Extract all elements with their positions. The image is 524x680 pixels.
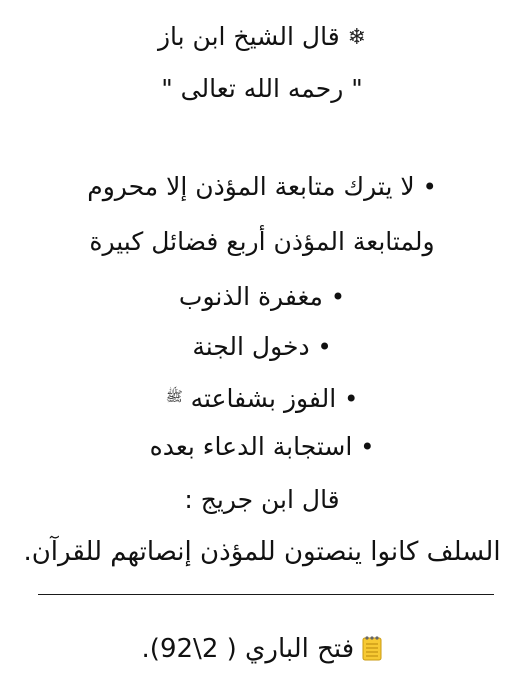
subheading-line [0, 72, 524, 106]
bullet-icon: • [422, 173, 437, 201]
intro-line [0, 225, 524, 259]
virtue-text: دخول الجنة [192, 332, 310, 361]
bullet-icon: • [317, 333, 332, 361]
virtue-text: الفوز بشفاعته [190, 384, 337, 413]
snowflake-icon: ❄ [347, 25, 367, 50]
virtue-text: استجابة الدعاء بعده [149, 432, 353, 461]
quote-intro-line [0, 483, 524, 517]
bullet-icon: • [344, 385, 359, 413]
source-line [0, 632, 524, 666]
heading-text: قال الشيخ ابن باز [157, 22, 340, 51]
quote-line [0, 535, 524, 569]
heading-line [0, 20, 524, 55]
quote-intro-text: قال ابن جريج : [184, 485, 340, 514]
virtue-item [0, 430, 524, 464]
virtue-item [0, 330, 524, 364]
point-line [0, 170, 524, 204]
honorific-glyph: ﷺ [165, 389, 183, 405]
virtue-text: مغفرة الذنوب [178, 282, 323, 311]
quote-text: السلف كانوا ينصتون للمؤذن إنصاتهم للقرآن. [23, 537, 501, 567]
subheading-text: " رحمه الله تعالى " [161, 74, 363, 103]
virtue-item [0, 380, 524, 416]
point-text: لا يترك متابعة المؤذن إلا محروم [87, 172, 415, 201]
bullet-icon: • [360, 433, 375, 461]
notepad-icon [362, 635, 382, 661]
bullet-icon: • [330, 283, 346, 311]
source-text: فتح الباري ( 2\92). [141, 634, 355, 664]
virtue-item [0, 280, 524, 314]
divider [38, 594, 494, 595]
intro-text: ولمتابعة المؤذن أربع فضائل كبيرة [89, 227, 435, 256]
